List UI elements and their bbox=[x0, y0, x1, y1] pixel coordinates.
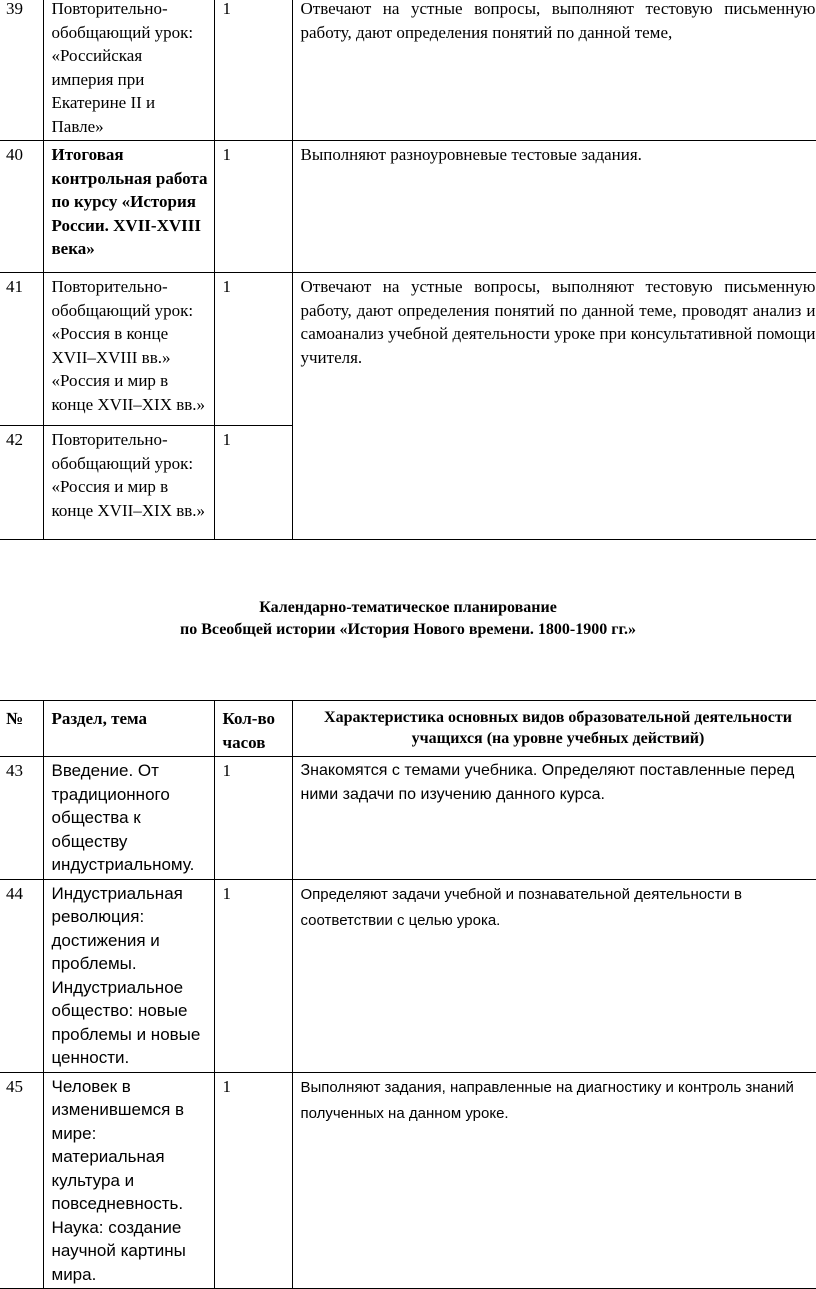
lesson-activity: Выполняют задания, направленные на диагностику и контроль знаний полученных на данном уроке. bbox=[292, 1072, 816, 1289]
table-row bbox=[0, 0, 816, 141]
heading-line-2: по Всеобщей истории «История Нового времени. 1800-1900 гг.» bbox=[180, 621, 636, 638]
lesson-activity: Знакомятся с темами учебника. Определяют поставленные перед ними задачи по изучению данного курса. bbox=[292, 757, 816, 880]
header-activity: Характеристика основных видов образовательной деятельности учащихся (на уровне учебных действий) bbox=[292, 701, 816, 757]
table-row bbox=[0, 1072, 816, 1289]
lesson-activity: Отвечают на устные вопросы, выполняют тестовую письменную работу, дают определения понятий по данной теме, bbox=[292, 0, 816, 141]
lesson-hours: 1 bbox=[214, 1072, 292, 1289]
table-row bbox=[0, 757, 816, 880]
lesson-number: 43 bbox=[0, 757, 43, 880]
lesson-topic: Повторительно-обобщающий урок: «Россия в конце XVII–XVIII вв.» «Россия и мир в конце XVII–XIX вв.» bbox=[43, 273, 214, 426]
lesson-topic: Индустриальная революция: достижения и проблемы. Индустриальное общество: новые проблемы и новые ценности. bbox=[43, 879, 214, 1072]
lesson-topic: Итоговая контрольная работа по курсу «История России. XVII-XVIII века» bbox=[43, 141, 214, 273]
lesson-activity: Определяют задачи учебной и познавательной деятельности в соответствии с целью урока. bbox=[292, 879, 816, 1072]
lesson-number: 39 bbox=[0, 0, 43, 141]
lesson-number: 44 bbox=[0, 879, 43, 1072]
heading-line-1: Календарно-тематическое планирование bbox=[259, 599, 557, 616]
header-number: № bbox=[0, 701, 43, 757]
lesson-number: 42 bbox=[0, 426, 43, 540]
lesson-hours: 1 bbox=[214, 273, 292, 426]
lesson-plan-table-part2 bbox=[0, 700, 816, 1289]
lesson-hours: 1 bbox=[214, 426, 292, 540]
lesson-plan-table-part1 bbox=[0, 0, 816, 540]
lesson-activity: Выполняют разноуровневые тестовые задания. bbox=[292, 141, 816, 273]
lesson-hours: 1 bbox=[214, 141, 292, 273]
section-heading bbox=[0, 597, 816, 641]
header-topic: Раздел, тема bbox=[43, 701, 214, 757]
table-row bbox=[0, 273, 816, 426]
table-header-row bbox=[0, 701, 816, 757]
lesson-number: 45 bbox=[0, 1072, 43, 1289]
table-row bbox=[0, 141, 816, 273]
lesson-topic: Повторительно-обобщающий урок: «Россия и мир в конце XVII–XIX вв.» bbox=[43, 426, 214, 540]
header-hours: Кол-во часов bbox=[214, 701, 292, 757]
lesson-topic: Повторительно-обобщающий урок: «Российская империя при Екатерине II и Павле» bbox=[43, 0, 214, 141]
lesson-hours: 1 bbox=[214, 879, 292, 1072]
table-row bbox=[0, 879, 816, 1072]
lesson-topic: Человек в изменившемся в мире: материальная культура и повседневность. Наука: создание научной картины мира. bbox=[43, 1072, 214, 1289]
lesson-number: 41 bbox=[0, 273, 43, 426]
lesson-activity: Отвечают на устные вопросы, выполняют тестовую письменную работу, дают определения понятий по данной теме, проводят анализ и самоанализ учебной деятельности уроке при консультативной помощи учителя. bbox=[292, 273, 816, 540]
lesson-number: 40 bbox=[0, 141, 43, 273]
lesson-hours: 1 bbox=[214, 0, 292, 141]
lesson-hours: 1 bbox=[214, 757, 292, 880]
lesson-topic: Введение. От традиционного общества к обществу индустриальному. bbox=[43, 757, 214, 880]
